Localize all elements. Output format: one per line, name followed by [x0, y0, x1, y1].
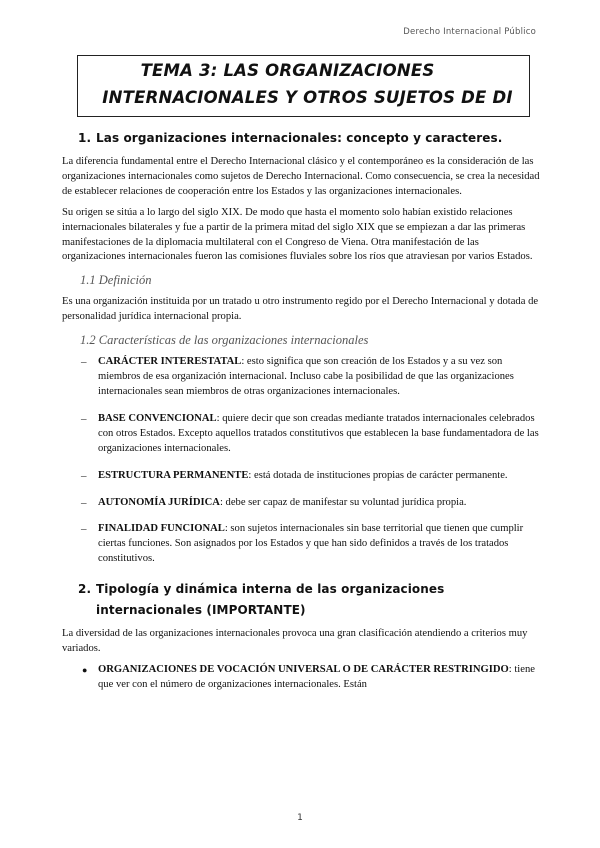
subsection-1-2-heading: 1.2 Características de las organizaciones internacionales	[80, 333, 369, 348]
list-item-text: : debe ser capaz de manifestar su voluntad jurídica propia.	[219, 496, 467, 508]
paragraph: La diferencia fundamental entre el Derecho Internacional clásico y el contemporáneo es la consideración de las organizaciones internacionales como sujetos de Derecho Internacional. Como consecuencia, se crea la necesidad de establecer relaciones de cooperación entre los Estados y las organizaciones internacionales.	[62, 156, 540, 197]
list-item	[62, 469, 540, 484]
page-number: 1	[297, 813, 303, 823]
document-body	[62, 128, 540, 693]
list-item-text: : está dotada de instituciones propias de carácter permanente.	[248, 469, 508, 481]
paragraph: La diversidad de las organizaciones internacionales provoca una gran clasificación atendiendo a criterios muy variados.	[62, 628, 528, 655]
running-header: Derecho Internacional Público	[403, 27, 536, 37]
list-item	[62, 522, 540, 567]
classification-list	[62, 663, 540, 693]
section-2-title-line-2: internacionales (IMPORTANTE)	[96, 603, 306, 618]
title-box	[77, 55, 530, 117]
section-2-title-line-1: Tipología y dinámica interna de las organizaciones	[96, 582, 445, 597]
dash-marker: –	[81, 356, 87, 369]
list-item-term: ESTRUCTURA PERMANENTE	[98, 469, 249, 481]
list-item-text: : quiere decir que son creadas mediante tratados internacionales celebrados con otros Estados. Excepto aquellos tratados constitutivos que establecen la base fundamentadora de las organizaciones internacionales.	[98, 412, 539, 454]
section-2-number: 2.	[78, 582, 92, 597]
dash-marker: –	[81, 496, 87, 509]
list-item-text: : son sujetos internacionales sin base territorial que tienen que cumplir ciertas funciones. Son asignados por los Estados y que han sido definidos a través de los tratados constitutivos.	[98, 523, 524, 565]
section-1-number: 1.	[78, 131, 92, 145]
section-1-title: Las organizaciones internacionales: concepto y caracteres.	[96, 131, 503, 145]
list-item-text: : tiene que ver con el número de organizaciones internacionales. Están	[98, 663, 535, 690]
list-item	[62, 496, 540, 511]
definition-paragraph: Es una organización instituida por un tratado u otro instrumento regido por el Derecho Internacional y dotada de personalidad jurídica internacional propia.	[62, 296, 539, 323]
list-item	[62, 355, 540, 400]
dash-marker: –	[81, 412, 87, 425]
characteristics-list	[62, 355, 540, 567]
list-item-term: BASE CONVENCIONAL	[98, 412, 217, 424]
list-item-term: ORGANIZACIONES DE VOCACIÓN UNIVERSAL O DE CARÁCTER RESTRINGIDO	[98, 663, 509, 675]
document-title-line-1: TEMA 3: LAS ORGANIZACIONES	[140, 61, 435, 80]
dash-marker: –	[81, 469, 87, 482]
list-item-term: FINALIDAD FUNCIONAL	[98, 523, 225, 535]
list-item-term: AUTONOMÍA JURÍDICA	[98, 496, 220, 508]
list-item-text: : esto significa que son creación de los Estados y a su vez son miembros de esa organización internacional. Incluso cabe la posibilidad de que las organizaciones internacionales sean miembros de otras organizaciones internacionales.	[98, 356, 514, 397]
section-1-heading	[78, 128, 540, 149]
dash-marker: –	[81, 523, 87, 536]
section-2-heading	[78, 579, 540, 621]
list-item-term: CARÁCTER INTERESTATAL	[98, 356, 242, 368]
paragraph: Su origen se sitúa a lo largo del siglo XIX. De modo que hasta el momento solo habían existido relaciones internacionales bilaterales y fue a partir de la primera mitad del siglo XIX que se empiezan a dar las primeras manifestaciones de la diplomacia multilateral con el Congreso de Viena. Otra manifestación de las organizaciones internacionales fueron las comisiones fluviales sobre los ríos que atraviesan por varios Estados.	[62, 206, 533, 263]
list-item	[62, 663, 540, 693]
subsection-1-1-heading: 1.1 Definición	[80, 273, 152, 288]
bullet-marker: ●	[82, 664, 88, 675]
document-title-line-2: INTERNACIONALES Y OTROS SUJETOS DE DI	[102, 88, 513, 107]
list-item	[62, 412, 540, 457]
